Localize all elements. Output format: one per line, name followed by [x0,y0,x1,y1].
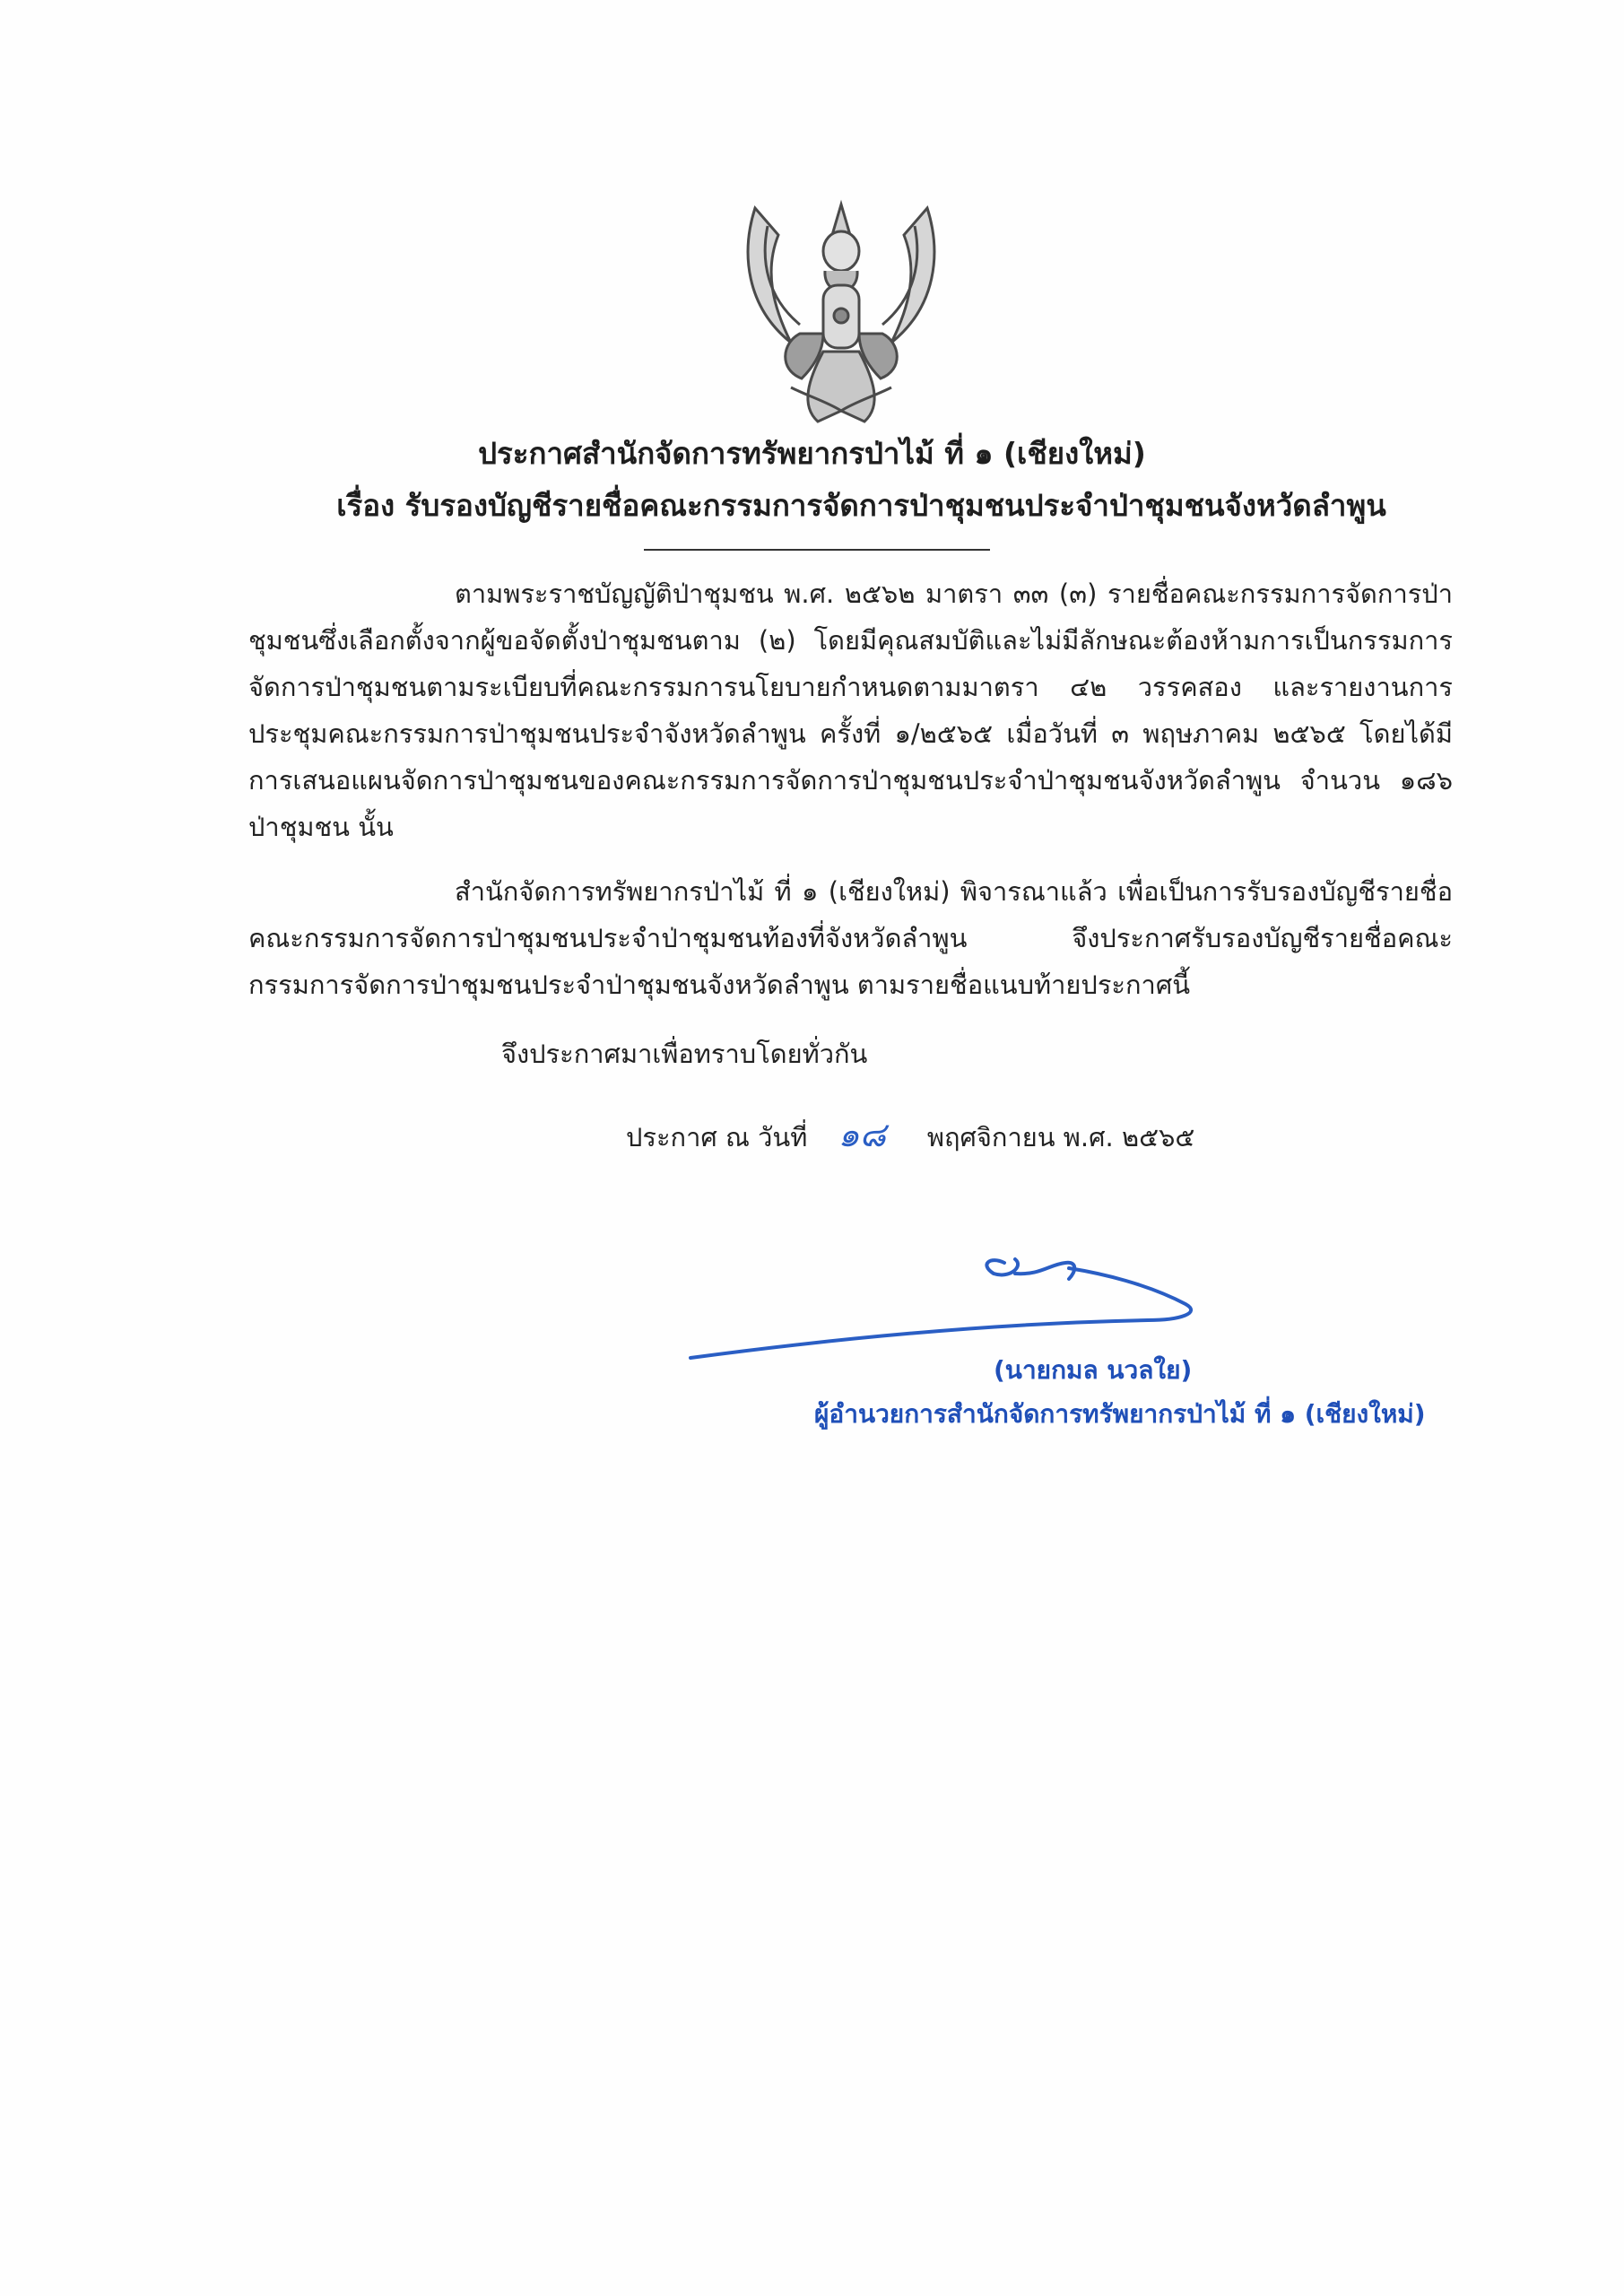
body-paragraph-2 [248,868,1453,1008]
announcement-title: ประกาศสำนักจัดการทรัพยากรป่าไม้ ที่ ๑ (เชียงใหม่) [478,436,1146,471]
announcement-subject: เรื่อง รับรองบัญชีรายชื่อคณะกรรมการจัดการป่าชุมชนประจำป่าชุมชนจังหวัดลำพูน [336,488,1386,523]
signer-name: (นายกมล นวลใย) [994,1355,1193,1385]
signer-title: ผู้อำนวยการสำนักจัดการทรัพยากรป่าไม้ ที่ ๑ (เชียงใหม่) [814,1399,1426,1429]
garuda-emblem-icon [737,199,945,427]
date-prefix: ประกาศ ณ วันที่ [626,1122,808,1152]
closing-line: จึงประกาศมาเพื่อทราบโดยทั่วกัน [501,1039,868,1069]
title-divider [644,549,990,551]
date-day-handwritten: ๑๘ [838,1115,886,1154]
date-month-year: พฤศจิกายน พ.ศ. ๒๕๖๕ [926,1122,1195,1152]
body-paragraph-1-text: ตามพระราชบัญญัติป่าชุมชน พ.ศ. ๒๕๖๒ มาตรา ๓๓ (๓) รายชื่อคณะกรรมการจัดการป่าชุมชนซึ่งเลือกตั้งจากผู้ขอจัดตั้งป่าชุมชนตาม (๒) โดยมีคุณสมบัติและไม่มีลักษณะต้องห้ามการเป็นกรรมการจัดการป่าชุมชนตามระเบียบที่คณะกรรมการนโยบายกำหนดตามมาตรา ๔๒ วรรคสอง และรายงานการประชุมคณะกรรมการป่าชุมชนประจำจังหวัดลำพูน ครั้งที่ ๑/๒๕๖๕ เมื่อวันที่ ๓ พฤษภาคม ๒๕๖๕ โดยได้มีการเสนอแผนจัดการป่าชุมชนของคณะกรรมการจัดการป่าชุมชนประจำป่าชุมชนจังหวัดลำพูน จำนวน ๑๘๖ ป่าชุมชน นั้น [248,578,1453,842]
body-paragraph-1 [248,570,1453,850]
date-line [626,1112,1194,1160]
body-paragraph-2-text: สำนักจัดการทรัพยากรป่าไม้ ที่ ๑ (เชียงใหม่) พิจารณาแล้ว เพื่อเป็นการรับรองบัญชีรายชื่อคณะกรรมการจัดการป่าชุมชนประจำป่าชุมชนท้องที่จังหวัดลำพูน จึงประกาศรับรองบัญชีรายชื่อคณะกรรมการจัดการป่าชุมชนประจำป่าชุมชนจังหวัดลำพูน ตามรายชื่อแนบท้ายประกาศนี้ [248,876,1453,1000]
